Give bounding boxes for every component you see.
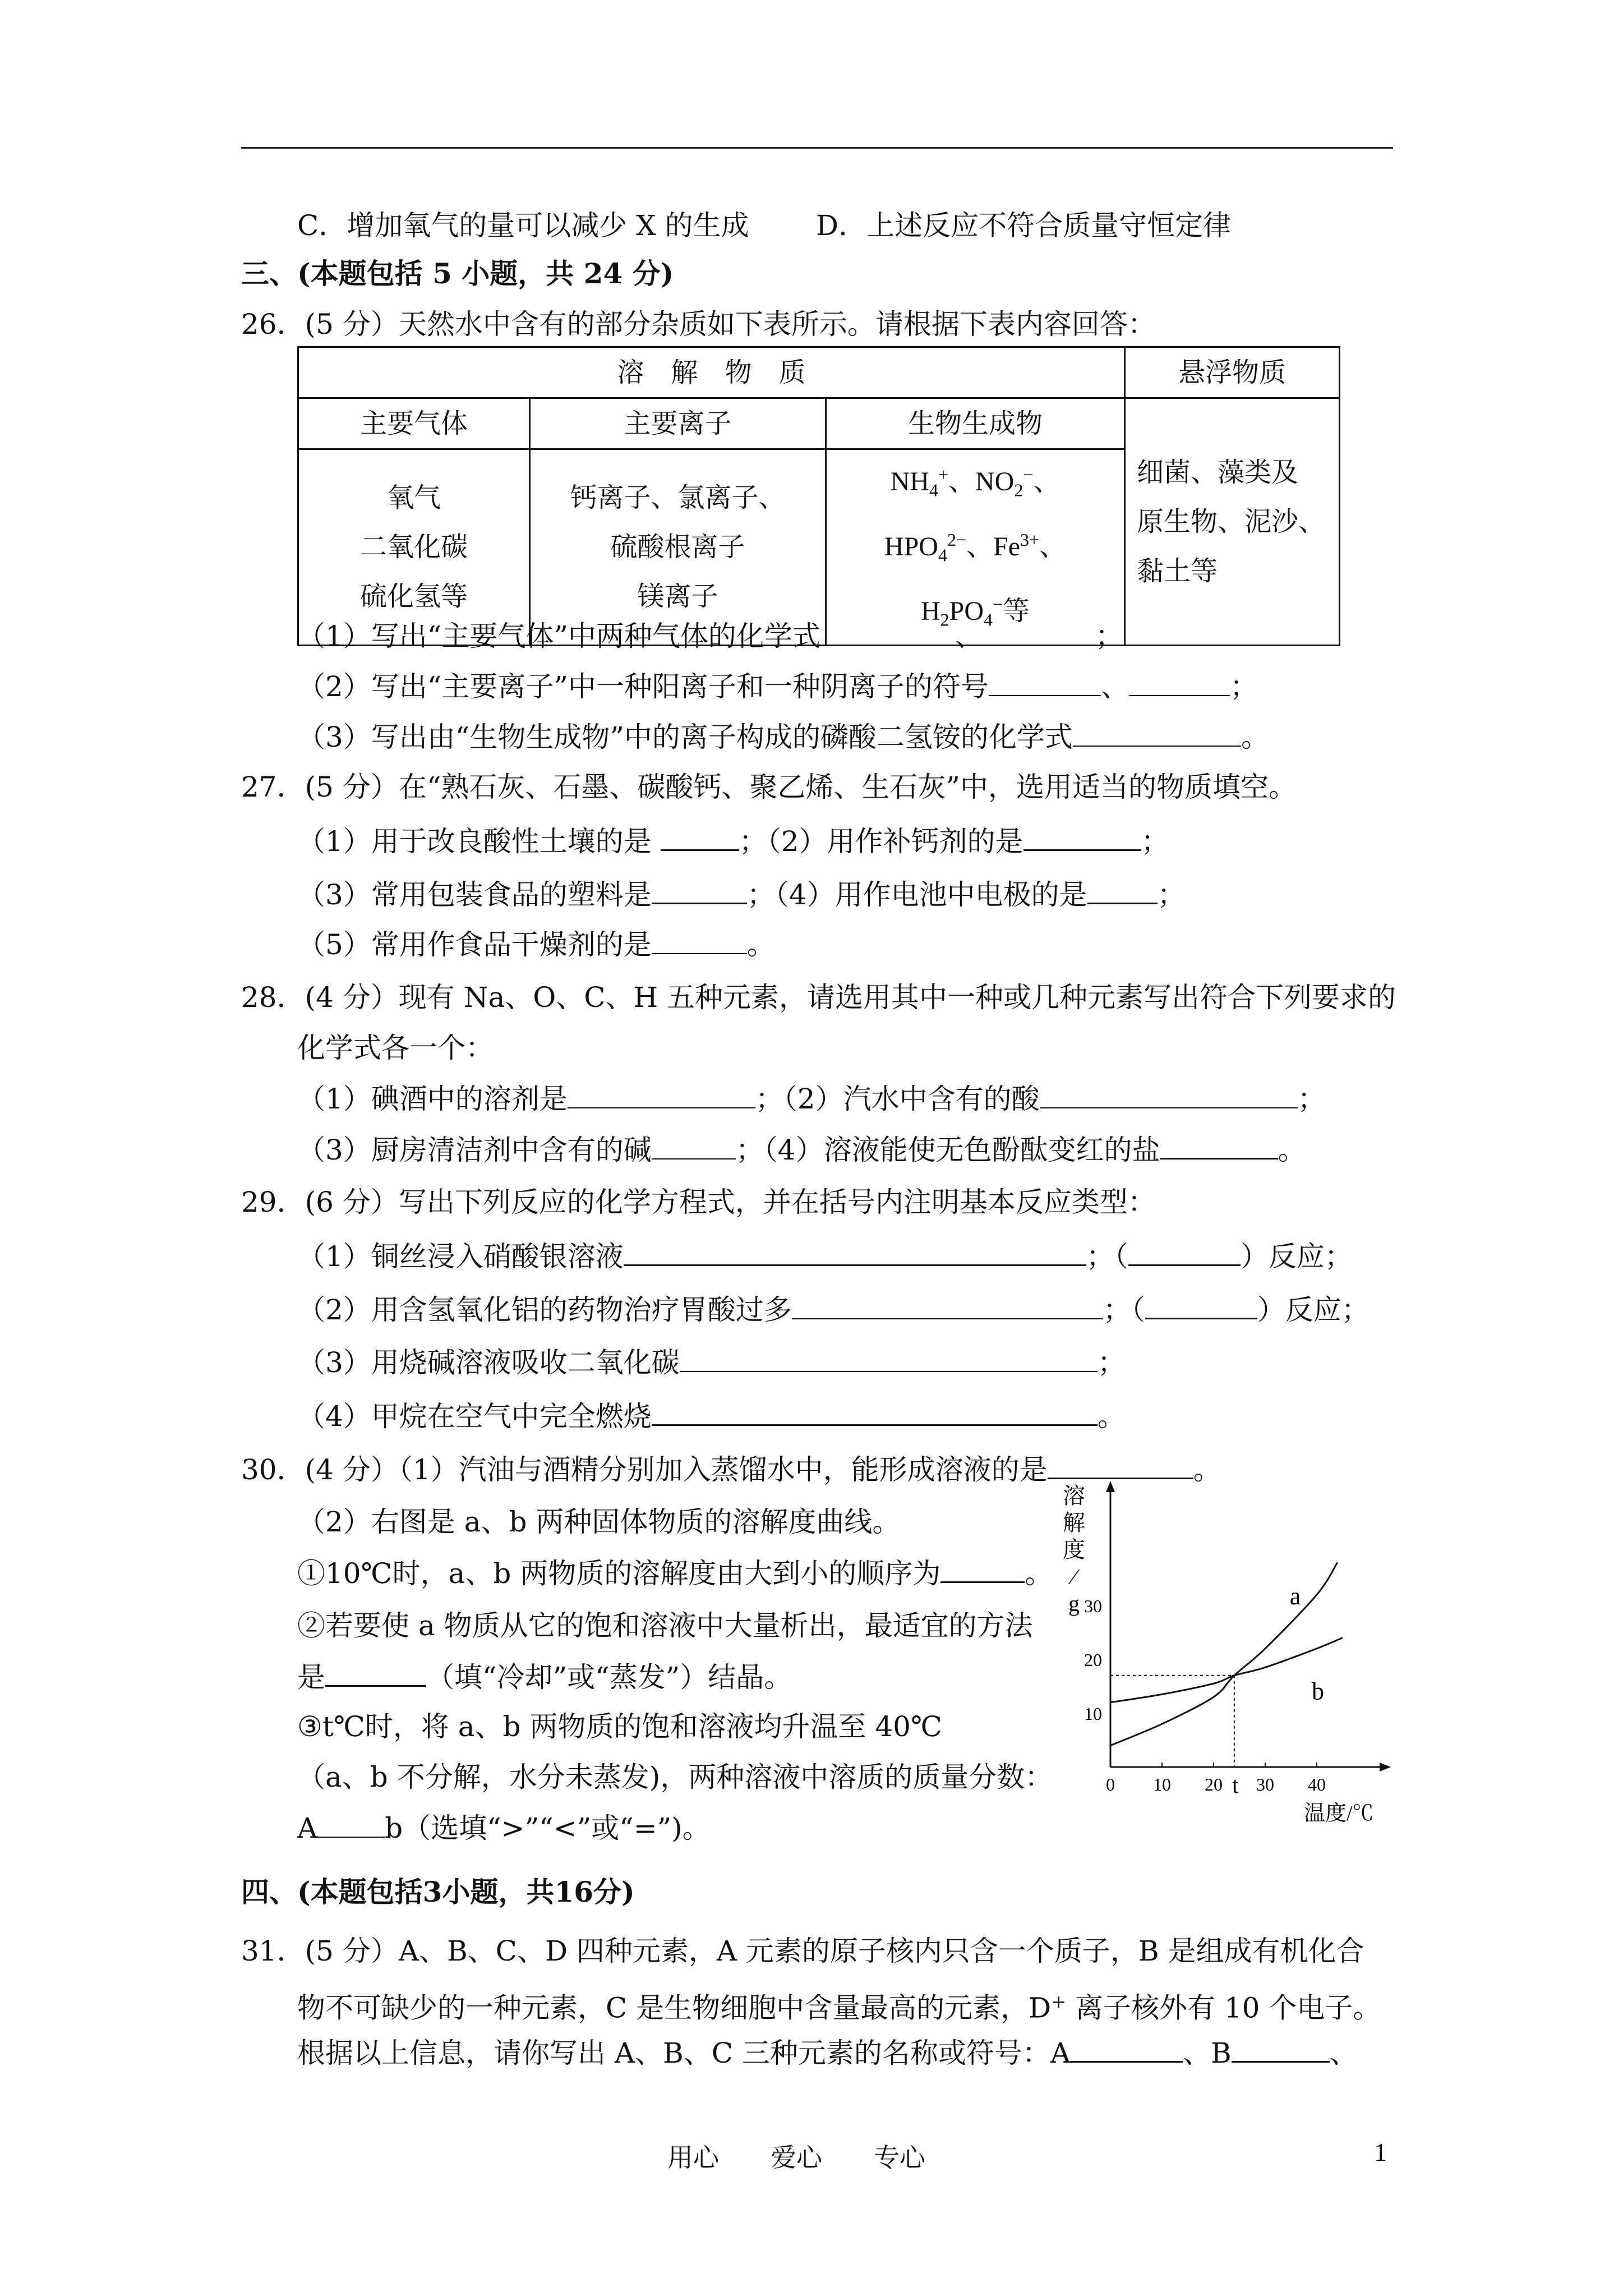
answer-blank[interactable] xyxy=(1232,2035,1330,2063)
question-28-cont: 化学式各一个： xyxy=(297,1032,494,1064)
x-tick-label: 0 xyxy=(1106,1774,1115,1795)
chart-axes xyxy=(1106,1481,1391,1772)
curve-b xyxy=(1110,1638,1343,1703)
question-31-answer: 根据以上信息，请你写出 A、B、C 三种元素的名称或符号：A 、B 、 xyxy=(297,2035,1358,2070)
table-header-suspended: 悬浮物质 xyxy=(1125,347,1340,398)
question-28: 28．(4 分）现有 Na、O、C、H 五种元素，请选用其中一种或几种元素写出符合下列要求的 xyxy=(241,981,1396,1014)
answer-blank[interactable] xyxy=(652,877,747,904)
y-tick-label: 30 xyxy=(1084,1596,1102,1616)
y-tick-label: 20 xyxy=(1084,1650,1102,1670)
answer-blank[interactable] xyxy=(1048,1452,1193,1479)
y-tick-label: 10 xyxy=(1084,1704,1102,1724)
table-cell-gas: 氧气 二氧化碳 硫化氢等 xyxy=(298,449,530,646)
answer-blank[interactable] xyxy=(989,669,1101,696)
question-26-3: （3）写出由“生物生成物”中的离子构成的磷酸二氢铵的化学式 。 xyxy=(297,721,1269,753)
answer-blank[interactable] xyxy=(820,619,955,646)
solubility-chart xyxy=(1049,1481,1391,1840)
x-tick-label: 30 xyxy=(1256,1774,1274,1795)
question-30: 30．(4 分）（1）汽油与酒精分别加入蒸馏水中，能形成溶液的是 。 xyxy=(241,1452,1221,1487)
table-col-ion: 主要离子 xyxy=(530,398,826,449)
question-30-2c-answer: A b（选填“>”“<”或“=”)。 xyxy=(297,1812,711,1844)
question-29-3: （3）用烧碱溶液吸收二氧化碳 ； xyxy=(297,1346,1126,1379)
table-cell-ion: 钙离子、氯离子、 硫酸根离子 镁离子 xyxy=(530,449,826,646)
question-26-1: （1）写出“主要气体”中两种气体的化学式 、 ； xyxy=(297,620,1123,652)
question-30-2a: ①10℃时，a、b 两物质的溶解度由大到小的顺序为 。 xyxy=(297,1556,1053,1590)
question-29-2: （2）用含氢氧化铝的药物治疗胃酸过多 ；（ ）反应； xyxy=(297,1292,1370,1327)
question-29-4: （4）甲烷在空气中完全燃烧 。 xyxy=(297,1398,1126,1433)
header-rule xyxy=(241,147,1393,149)
question-28-1: （1）碘酒中的溶剂是 ；（2）汽水中含有的酸 ； xyxy=(297,1083,1326,1115)
option-d: D．上述反应不符合质量守恒定律 xyxy=(816,209,1232,242)
x-tick-label: 20 xyxy=(1205,1774,1223,1795)
section-3-heading: 三、(本题包括 5 小题，共 24 分) xyxy=(241,257,674,290)
table-cell-suspended: 细菌、藻类及 原生物、泥沙、 黏土等 xyxy=(1125,398,1340,646)
question-30-2c-cont: （a、b 不分解，水分未蒸发)，两种溶液中溶质的质量分数： xyxy=(297,1761,1053,1793)
curve-label-a: a xyxy=(1289,1582,1301,1611)
svg-text:度: 度 xyxy=(1063,1537,1085,1562)
answer-blank[interactable] xyxy=(983,619,1095,646)
svg-text:解: 解 xyxy=(1063,1510,1085,1535)
impurity-table xyxy=(297,346,1340,646)
answer-blank[interactable] xyxy=(1160,1132,1278,1159)
question-28-3: （3）厨房清洁剂中含有的碱 ；（4）溶液能使无色酚酞变红的盐 。 xyxy=(297,1132,1306,1167)
y-axis-label xyxy=(1063,1483,1085,1616)
answer-blank[interactable] xyxy=(1087,877,1158,904)
table-col-bio: 生物生成物 xyxy=(826,398,1125,449)
answer-blank[interactable] xyxy=(1040,1082,1298,1108)
answer-blank[interactable] xyxy=(1073,720,1241,747)
answer-blank[interactable] xyxy=(652,1398,1098,1426)
question-27-1: （1）用于改良酸性土壤的是 ；（2）用作补钙剂的是 ； xyxy=(297,823,1169,858)
answer-blank[interactable] xyxy=(1071,2035,1183,2063)
answer-blank[interactable] xyxy=(1128,1239,1241,1266)
question-30-2b-cont: 是 （填“冷却”或“蒸发”）结晶。 xyxy=(297,1659,792,1694)
question-29: 29．(6 分）写出下列反应的化学方程式，并在括号内注明基本反应类型： xyxy=(241,1186,1156,1218)
answer-blank[interactable] xyxy=(325,1659,426,1687)
answer-blank[interactable] xyxy=(680,1345,1098,1372)
question-27: 27．(5 分）在“熟石灰、石墨、碳酸钙、聚乙烯、生石灰”中，选用适当的物质填空。 xyxy=(241,771,1297,803)
answer-blank[interactable] xyxy=(1023,823,1141,851)
answer-blank[interactable] xyxy=(652,927,747,954)
question-27-5: （5）常用作食品干燥剂的是 。 xyxy=(297,928,775,961)
table-col-gas: 主要气体 xyxy=(298,398,530,449)
x-tick-label: 10 xyxy=(1153,1774,1171,1795)
question-26-2: （2）写出“主要离子”中一种阳离子和一种阴离子的符号 、 ； xyxy=(297,670,1258,703)
option-c: C．增加氧气的量可以减少 X 的生成 xyxy=(297,209,749,242)
page-number: 1 xyxy=(1374,2138,1387,2166)
question-29-1: （1）铜丝浸入硝酸银溶液 ；（ ）反应； xyxy=(297,1239,1353,1273)
question-30-2: （2）右图是 a、b 两种固体物质的溶解度曲线。 xyxy=(297,1506,901,1538)
answer-blank[interactable] xyxy=(624,1239,1086,1266)
svg-text:溶: 溶 xyxy=(1063,1483,1085,1508)
answer-blank[interactable] xyxy=(1129,669,1230,696)
question-27-3: （3）常用包装食品的塑料是 ；（4）用作电池中电极的是 ； xyxy=(297,877,1186,912)
footer-motto: 用心 爱心 专心 xyxy=(667,2142,925,2173)
answer-blank[interactable] xyxy=(652,1133,736,1159)
answer-blank[interactable] xyxy=(568,1082,755,1108)
answer-blank[interactable] xyxy=(317,1811,385,1838)
answer-blank[interactable] xyxy=(792,1292,1103,1319)
svg-text:g: g xyxy=(1068,1591,1080,1616)
question-30-2c: ③t℃时，将 a、b 两物质的饱和溶液均升温至 40℃ xyxy=(297,1710,942,1743)
curve-label-b: b xyxy=(1312,1677,1324,1705)
svg-text:∕: ∕ xyxy=(1072,1564,1076,1589)
answer-blank[interactable] xyxy=(661,823,739,851)
t-tick-label: t xyxy=(1232,1773,1239,1798)
answer-blank[interactable] xyxy=(1145,1292,1257,1319)
table-cell-bio: $NH_4^+$、$NO_2^-$、 $HPO_4^{2-}$、$Fe^{3+}$、 $H_2PO_4^-$等 xyxy=(826,449,1125,646)
question-31-cont: 物不可缺少的一种元素，C 是生物细胞中含量最高的元素，D+ 离子核外有 10 个电子。 xyxy=(297,1991,1381,2024)
section-4-heading: 四、(本题包括3小题，共16分) xyxy=(241,1875,635,1908)
x-axis-label: 温度/℃ xyxy=(1304,1802,1374,1825)
x-tick-label: 40 xyxy=(1308,1774,1326,1795)
question-30-2b: ②若要使 a 物质从它的饱和溶液中大量析出，最适宜的方法 xyxy=(297,1609,1033,1642)
question-26: 26．(5 分）天然水中含有的部分杂质如下表所示。请根据下表内容回答： xyxy=(241,308,1156,341)
table-header-dissolved: 溶 解 物 质 xyxy=(298,347,1125,398)
question-31: 31．(5 分）A、B、C、D 四种元素，A 元素的原子核内只含一个质子，B 是组成有机化合 xyxy=(241,1935,1364,1967)
answer-blank[interactable] xyxy=(940,1556,1025,1583)
